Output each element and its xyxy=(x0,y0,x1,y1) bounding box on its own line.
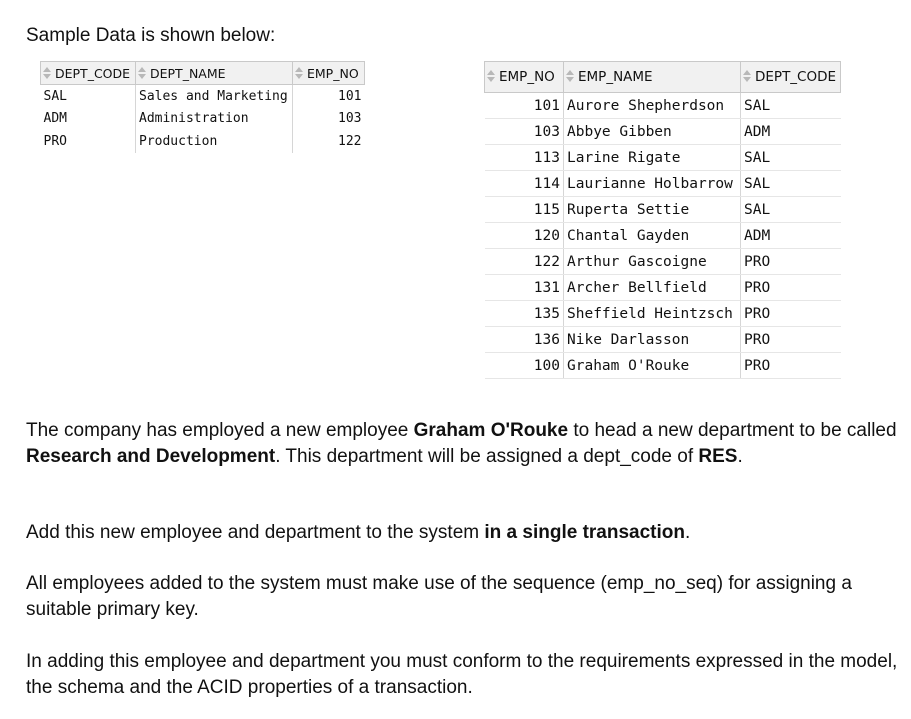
cell-emp-no: 103 xyxy=(338,111,362,127)
cell-emp-no: 100 xyxy=(485,353,564,379)
table-row xyxy=(485,249,841,275)
sort-icon xyxy=(138,67,146,80)
cell-dept-code: SAL xyxy=(741,197,841,223)
sort-icon xyxy=(295,67,303,80)
cell-dept-name: Sales and Marketing xyxy=(136,85,293,108)
col-header-dept-name[interactable]: DEPT_NAME xyxy=(136,62,293,85)
table-row xyxy=(485,353,841,379)
cell-emp-no: 115 xyxy=(485,197,564,223)
paragraph-transaction: Add this new employee and department to the system in a single transaction. xyxy=(26,522,691,543)
cell-dept-code: PRO xyxy=(741,327,841,353)
table-row xyxy=(485,145,841,171)
cell-emp-name: Abbye Gibben xyxy=(564,119,741,145)
cell-emp-no: 135 xyxy=(485,301,564,327)
paragraph-sequence: All employees added to the system must make use of the sequence (emp_no_seq) for assigning a suitable primary key. xyxy=(26,573,852,620)
employee-table xyxy=(484,61,841,379)
cell-emp-no: 114 xyxy=(485,171,564,197)
table-row xyxy=(485,171,841,197)
cell-emp-name: Sheffield Heintzsch xyxy=(564,301,741,327)
table-row xyxy=(41,85,365,108)
cell-dept-code: ADM xyxy=(41,108,136,131)
table-row xyxy=(41,130,365,153)
cell-dept-code: PRO xyxy=(741,301,841,327)
table-row xyxy=(485,197,841,223)
cell-dept-code: ADM xyxy=(741,119,841,145)
col-header-dept-code[interactable]: DEPT_CODE xyxy=(741,62,841,93)
employee-name-emphasis: Graham O'Rouke xyxy=(413,420,569,441)
cell-emp-name: Archer Bellfield xyxy=(564,275,741,301)
table-row xyxy=(485,327,841,353)
cell-dept-code: PRO xyxy=(741,353,841,379)
cell-emp-no: 101 xyxy=(338,88,362,104)
table-row xyxy=(485,93,841,119)
intro-text: Sample Data is shown below: xyxy=(26,25,276,46)
col-header-emp-no[interactable]: EMP_NO xyxy=(293,62,365,85)
cell-dept-code: ADM xyxy=(741,223,841,249)
department-table xyxy=(40,61,365,153)
transaction-emphasis: in a single transaction xyxy=(484,522,685,543)
cell-emp-no: 122 xyxy=(485,249,564,275)
cell-dept-code: SAL xyxy=(741,93,841,119)
sort-icon xyxy=(487,70,495,83)
table-row xyxy=(485,119,841,145)
table-row xyxy=(485,275,841,301)
cell-dept-name: Production xyxy=(136,130,293,153)
cell-emp-no: 113 xyxy=(485,145,564,171)
cell-emp-name: Chantal Gayden xyxy=(564,223,741,249)
cell-dept-name: Administration xyxy=(136,108,293,131)
cell-dept-code: SAL xyxy=(41,85,136,108)
table-row xyxy=(41,108,365,131)
cell-emp-no: 122 xyxy=(338,133,362,149)
cell-emp-no: 120 xyxy=(485,223,564,249)
cell-emp-name: Graham O'Rouke xyxy=(564,353,741,379)
cell-emp-name: Larine Rigate xyxy=(564,145,741,171)
cell-emp-no: 103 xyxy=(485,119,564,145)
col-header-emp-no[interactable]: EMP_NO xyxy=(485,62,564,93)
sort-icon xyxy=(566,70,574,83)
cell-dept-code: PRO xyxy=(41,130,136,153)
dept-code-emphasis: RES xyxy=(698,445,738,467)
table-row xyxy=(485,301,841,327)
cell-emp-name: Laurianne Holbarrow xyxy=(564,171,741,197)
paragraph-acid: In adding this employee and department you must conform to the requirements expressed in the model, the schema and the ACID properties of a transaction. xyxy=(26,651,898,698)
department-name-emphasis: Research and Development xyxy=(26,445,276,467)
cell-dept-code: SAL xyxy=(741,145,841,171)
sort-icon xyxy=(43,67,51,80)
cell-emp-no: 101 xyxy=(485,93,564,119)
cell-emp-no: 136 xyxy=(485,327,564,353)
cell-emp-no: 131 xyxy=(485,275,564,301)
cell-dept-code: PRO xyxy=(741,275,841,301)
col-header-dept-code[interactable]: DEPT_CODE xyxy=(41,62,136,85)
cell-dept-code: SAL xyxy=(741,171,841,197)
paragraph-new-employee: The company has employed a new employee Graham O'Rouke to head a new department to be called Research and Development. This department will be assigned a dept_code of RES. xyxy=(26,420,897,467)
cell-emp-name: Aurore Shepherdson xyxy=(564,93,741,119)
cell-emp-name: Arthur Gascoigne xyxy=(564,249,741,275)
col-header-emp-name[interactable]: EMP_NAME xyxy=(564,62,741,93)
cell-dept-code: PRO xyxy=(741,249,841,275)
table-row xyxy=(485,223,841,249)
sort-icon xyxy=(743,70,751,83)
cell-emp-name: Ruperta Settie xyxy=(564,197,741,223)
cell-emp-name: Nike Darlasson xyxy=(564,327,741,353)
